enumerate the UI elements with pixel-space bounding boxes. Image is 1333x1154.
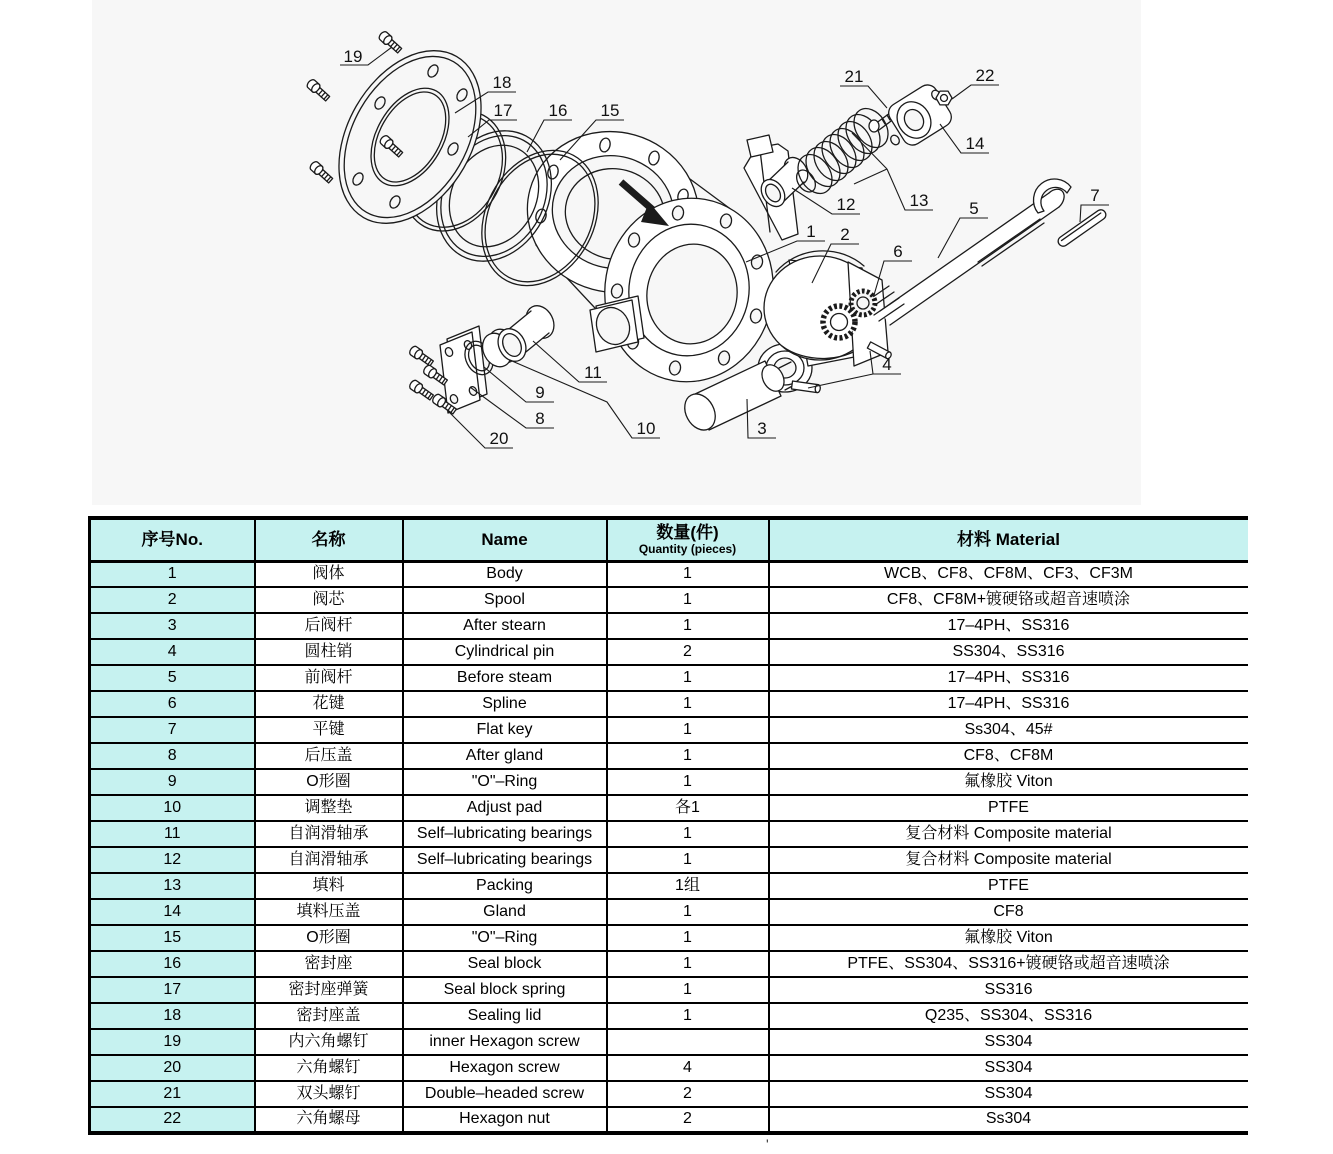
cell-qty: 各1 bbox=[607, 795, 769, 821]
table-row bbox=[90, 847, 1248, 873]
inner-hexagon-screw bbox=[309, 160, 334, 184]
cell-no: 10 bbox=[90, 795, 255, 821]
part-label-11: 11 bbox=[584, 363, 602, 382]
cell-cn: 自润滑轴承 bbox=[255, 847, 403, 873]
part-label-8: 8 bbox=[535, 409, 545, 428]
flat-key bbox=[1056, 208, 1108, 248]
col-header-cn-name: 名称 bbox=[255, 518, 403, 561]
spline-hub bbox=[823, 306, 855, 338]
table-row bbox=[90, 977, 1248, 1003]
cell-material: 复合材料 Composite material bbox=[769, 821, 1248, 847]
cell-cn: O形圈 bbox=[255, 769, 403, 795]
cell-cn: 填料 bbox=[255, 873, 403, 899]
cell-en: After gland bbox=[403, 743, 607, 769]
cell-en: "O"–Ring bbox=[403, 769, 607, 795]
cell-no: 16 bbox=[90, 951, 255, 977]
table-row bbox=[90, 1029, 1248, 1055]
packing-spring bbox=[791, 102, 895, 200]
cell-en: Adjust pad bbox=[403, 795, 607, 821]
cell-no: 11 bbox=[90, 821, 255, 847]
cell-no: 19 bbox=[90, 1029, 255, 1055]
cell-material: Q235、SS304、SS316 bbox=[769, 1003, 1248, 1029]
cell-qty: 1 bbox=[607, 613, 769, 639]
part-label-12: 12 bbox=[836, 195, 856, 214]
cell-en: After stearn bbox=[403, 613, 607, 639]
cell-qty: 4 bbox=[607, 1055, 769, 1081]
cell-no: 6 bbox=[90, 691, 255, 717]
cell-no: 22 bbox=[90, 1107, 255, 1133]
cell-cn: 内六角螺钉 bbox=[255, 1029, 403, 1055]
part-label-17: 17 bbox=[493, 101, 513, 120]
cell-qty: 1 bbox=[607, 769, 769, 795]
col-header-qty bbox=[607, 518, 769, 561]
part-label-19: 19 bbox=[343, 47, 363, 66]
table-row bbox=[90, 1081, 1248, 1107]
inner-hexagon-screw bbox=[306, 78, 331, 102]
table-row bbox=[90, 951, 1248, 977]
cell-en: Hexagon screw bbox=[403, 1055, 607, 1081]
cell-no: 12 bbox=[90, 847, 255, 873]
cell-no: 1 bbox=[90, 561, 255, 587]
cell-material: SS304、SS316 bbox=[769, 639, 1248, 665]
cell-no: 21 bbox=[90, 1081, 255, 1107]
table-row bbox=[90, 717, 1248, 743]
cell-material: 氟橡胶 Viton bbox=[769, 925, 1248, 951]
cell-cn: 调整垫 bbox=[255, 795, 403, 821]
cell-cn: 花键 bbox=[255, 691, 403, 717]
front-stem-group bbox=[851, 179, 1108, 325]
cell-qty: 1 bbox=[607, 1003, 769, 1029]
inner-hexagon-screw bbox=[378, 30, 403, 54]
cell-material: CF8 bbox=[769, 899, 1248, 925]
cell-material: 氟橡胶 Viton bbox=[769, 769, 1248, 795]
cell-material: SS316 bbox=[769, 977, 1248, 1003]
cell-en: Spline bbox=[403, 691, 607, 717]
cell-no: 2 bbox=[90, 587, 255, 613]
cell-qty: 1组 bbox=[607, 873, 769, 899]
cell-cn: 阀芯 bbox=[255, 587, 403, 613]
cell-en: Sealing lid bbox=[403, 1003, 607, 1029]
cell-no: 14 bbox=[90, 899, 255, 925]
spline-end bbox=[851, 291, 875, 315]
table-row bbox=[90, 1003, 1248, 1029]
table-body bbox=[90, 561, 1248, 1133]
cell-en: Body bbox=[403, 561, 607, 587]
cell-no: 4 bbox=[90, 639, 255, 665]
table-row bbox=[90, 873, 1248, 899]
cell-no: 17 bbox=[90, 977, 255, 1003]
cell-no: 20 bbox=[90, 1055, 255, 1081]
cell-qty: 1 bbox=[607, 925, 769, 951]
cell-cn: 密封座盖 bbox=[255, 1003, 403, 1029]
cell-no: 5 bbox=[90, 665, 255, 691]
cell-cn: 平键 bbox=[255, 717, 403, 743]
table-row bbox=[90, 1055, 1248, 1081]
cell-material: Ss304、45# bbox=[769, 717, 1248, 743]
table-row bbox=[90, 639, 1248, 665]
cell-cn: 密封座 bbox=[255, 951, 403, 977]
cell-cn: 自润滑轴承 bbox=[255, 821, 403, 847]
part-label-3: 3 bbox=[757, 419, 767, 438]
cell-qty: 1 bbox=[607, 821, 769, 847]
cell-material: PTFE bbox=[769, 795, 1248, 821]
part-label-20: 20 bbox=[489, 429, 509, 448]
part-label-9: 9 bbox=[535, 383, 545, 402]
table-row bbox=[90, 795, 1248, 821]
cell-material: CF8、CF8M+镀硬铬或超音速喷涂 bbox=[769, 587, 1248, 613]
part-label-10: 10 bbox=[636, 419, 656, 438]
table-row bbox=[90, 691, 1248, 717]
cell-qty: 1 bbox=[607, 847, 769, 873]
cell-en: Double–headed screw bbox=[403, 1081, 607, 1107]
table-row bbox=[90, 613, 1248, 639]
cell-qty: 1 bbox=[607, 717, 769, 743]
stray-mark: ' bbox=[766, 1136, 769, 1152]
table-row bbox=[90, 899, 1248, 925]
cell-en: Seal block spring bbox=[403, 977, 607, 1003]
cell-cn: 双头螺钉 bbox=[255, 1081, 403, 1107]
part-label-15: 15 bbox=[600, 101, 620, 120]
cell-qty: 1 bbox=[607, 691, 769, 717]
qty-header-main: 数量(件) bbox=[656, 523, 719, 543]
part-label-4: 4 bbox=[882, 355, 892, 374]
part-label-13: 13 bbox=[909, 191, 929, 210]
cell-material: 复合材料 Composite material bbox=[769, 847, 1248, 873]
part-label-7: 7 bbox=[1090, 186, 1100, 205]
cell-no: 15 bbox=[90, 925, 255, 951]
cell-material: 17–4PH、SS316 bbox=[769, 665, 1248, 691]
cell-qty: 1 bbox=[607, 587, 769, 613]
cell-qty: 1 bbox=[607, 977, 769, 1003]
cylindrical-pin bbox=[791, 381, 820, 393]
cell-en: inner Hexagon screw bbox=[403, 1029, 607, 1055]
table-row bbox=[90, 769, 1248, 795]
part-label-18: 18 bbox=[492, 73, 512, 92]
cell-en: Self–lubricating bearings bbox=[403, 847, 607, 873]
cell-no: 13 bbox=[90, 873, 255, 899]
col-header-no: 序号No. bbox=[90, 518, 255, 561]
cell-cn: 填料压盖 bbox=[255, 899, 403, 925]
cell-qty: 2 bbox=[607, 639, 769, 665]
table-row bbox=[90, 665, 1248, 691]
cell-qty: 1 bbox=[607, 665, 769, 691]
cell-qty: 1 bbox=[607, 561, 769, 587]
cell-en: Cylindrical pin bbox=[403, 639, 607, 665]
cell-material: Ss304 bbox=[769, 1107, 1248, 1133]
cell-material: CF8、CF8M bbox=[769, 743, 1248, 769]
cell-en: "O"–Ring bbox=[403, 925, 607, 951]
part-label-1: 1 bbox=[806, 222, 816, 241]
part-label-2: 2 bbox=[840, 225, 850, 244]
cell-en: Gland bbox=[403, 899, 607, 925]
cell-en: Before steam bbox=[403, 665, 607, 691]
table-row bbox=[90, 561, 1248, 587]
cell-cn: 后阀杆 bbox=[255, 613, 403, 639]
cell-cn: O形圈 bbox=[255, 925, 403, 951]
cell-cn: 后压盖 bbox=[255, 743, 403, 769]
cell-no: 8 bbox=[90, 743, 255, 769]
cell-material: 17–4PH、SS316 bbox=[769, 613, 1248, 639]
cell-en: Packing bbox=[403, 873, 607, 899]
cell-en: Seal block bbox=[403, 951, 607, 977]
cell-material: PTFE、SS304、SS316+镀硬铬或超音速喷涂 bbox=[769, 951, 1248, 977]
cell-cn: 六角螺钉 bbox=[255, 1055, 403, 1081]
cell-qty: 2 bbox=[607, 1081, 769, 1107]
cell-no: 9 bbox=[90, 769, 255, 795]
cell-cn: 阀体 bbox=[255, 561, 403, 587]
cell-qty bbox=[607, 1029, 769, 1055]
table-row bbox=[90, 1107, 1248, 1133]
cell-cn: 六角螺母 bbox=[255, 1107, 403, 1133]
parts-table bbox=[88, 516, 1248, 1135]
cell-material: PTFE bbox=[769, 873, 1248, 899]
part-label-5: 5 bbox=[969, 199, 979, 218]
hexagon-nut bbox=[936, 91, 952, 105]
cell-material: WCB、CF8、CF8M、CF3、CF3M bbox=[769, 561, 1248, 587]
table-row bbox=[90, 587, 1248, 613]
table-row bbox=[90, 743, 1248, 769]
part-label-22: 22 bbox=[975, 66, 995, 85]
part-label-6: 6 bbox=[893, 242, 903, 261]
cell-en: Flat key bbox=[403, 717, 607, 743]
part-label-14: 14 bbox=[965, 134, 985, 153]
cell-cn: 圆柱销 bbox=[255, 639, 403, 665]
col-header-en-name: Name bbox=[403, 518, 607, 561]
cell-no: 7 bbox=[90, 717, 255, 743]
table-header-row bbox=[90, 518, 1248, 561]
cell-qty: 1 bbox=[607, 951, 769, 977]
cell-material: SS304 bbox=[769, 1029, 1248, 1055]
part-label-21: 21 bbox=[844, 67, 864, 86]
cell-qty: 1 bbox=[607, 743, 769, 769]
col-header-material: 材料 Material bbox=[769, 518, 1248, 561]
cell-cn: 密封座弹簧 bbox=[255, 977, 403, 1003]
table-row bbox=[90, 925, 1248, 951]
cell-material: SS304 bbox=[769, 1055, 1248, 1081]
exploded-view-diagram bbox=[92, 0, 1141, 505]
table-row bbox=[90, 821, 1248, 847]
hexagon-screw bbox=[408, 379, 434, 402]
cell-en: Hexagon nut bbox=[403, 1107, 607, 1133]
cell-en: Self–lubricating bearings bbox=[403, 821, 607, 847]
cell-no: 3 bbox=[90, 613, 255, 639]
cell-qty: 2 bbox=[607, 1107, 769, 1133]
part-label-16: 16 bbox=[548, 101, 568, 120]
cell-no: 18 bbox=[90, 1003, 255, 1029]
cell-en: Spool bbox=[403, 587, 607, 613]
cell-cn: 前阀杆 bbox=[255, 665, 403, 691]
hexagon-screw bbox=[408, 345, 434, 368]
cell-qty: 1 bbox=[607, 899, 769, 925]
qty-header-sub: Quantity (pieces) bbox=[638, 541, 737, 556]
cell-material: SS304 bbox=[769, 1081, 1248, 1107]
cell-material: 17–4PH、SS316 bbox=[769, 691, 1248, 717]
